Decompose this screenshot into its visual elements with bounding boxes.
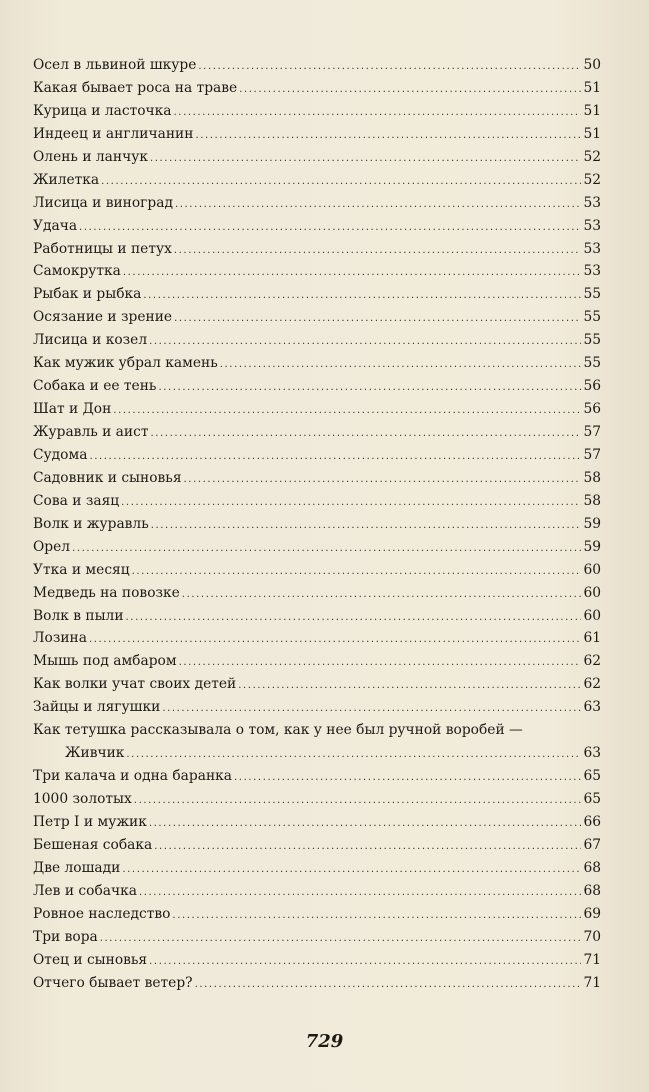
dot-leader — [123, 262, 582, 285]
toc-entry — [33, 398, 601, 421]
toc-entry — [33, 582, 601, 605]
toc-entry-page: 68 — [583, 882, 601, 899]
toc-entry — [33, 903, 601, 926]
toc-entry-title: Удача — [33, 217, 78, 234]
toc-entry-title: Сова и заяц — [33, 492, 120, 509]
toc-entry-page: 55 — [583, 309, 601, 326]
toc-entry-page: 51 — [583, 79, 601, 96]
toc-entry-title: Рыбак и рыбка — [33, 286, 142, 303]
toc-entry-page: 52 — [583, 171, 601, 188]
toc-entry — [33, 536, 601, 559]
toc-entry-page: 71 — [583, 974, 601, 991]
toc-entry-title: Лозина — [33, 630, 87, 647]
toc-entry-page: 53 — [583, 263, 601, 280]
toc-entry-title: Шат и Дон — [33, 401, 112, 418]
toc-entry — [33, 673, 601, 696]
dot-leader — [134, 790, 582, 813]
dot-leader — [154, 836, 581, 859]
toc-entry — [33, 490, 601, 513]
toc-entry-page: 55 — [583, 355, 601, 372]
toc-entry-title-line2-row — [33, 742, 601, 765]
toc-entry-page: 62 — [583, 653, 601, 670]
toc-entry — [33, 100, 601, 123]
toc-entry — [33, 857, 601, 880]
toc-entry-title: Петр I и мужик — [33, 813, 147, 830]
table-of-contents — [33, 54, 601, 994]
dot-leader — [89, 446, 581, 469]
toc-entry-title-line1: Как тетушка рассказывала о том, как у нее был ручной воробей — — [33, 722, 523, 739]
toc-entry-page: 57 — [583, 446, 601, 463]
toc-entry — [33, 306, 601, 329]
toc-entry-title: Осел в львиной шкуре — [33, 57, 197, 73]
toc-entry — [33, 123, 601, 146]
toc-entry-title: Медведь на повозке — [33, 584, 180, 601]
toc-entry — [33, 696, 601, 719]
dot-leader — [113, 400, 581, 423]
toc-entry-page: 60 — [583, 584, 601, 601]
toc-entry — [33, 605, 601, 628]
dot-leader — [174, 308, 581, 331]
toc-entry-page: 70 — [583, 928, 601, 945]
toc-entry-page: 56 — [583, 401, 601, 418]
dot-leader — [149, 813, 582, 836]
toc-entry — [33, 352, 601, 375]
dot-leader — [182, 584, 582, 607]
dot-leader — [122, 859, 581, 882]
toc-entry — [33, 215, 601, 238]
toc-entry-title: Курица и ласточка — [33, 102, 172, 119]
toc-entry-page: 50 — [583, 57, 601, 73]
toc-entry — [33, 811, 601, 834]
dot-leader — [139, 882, 581, 905]
dot-leader — [126, 607, 582, 630]
toc-entry-page: 62 — [583, 676, 601, 693]
dot-leader — [150, 423, 581, 446]
toc-entry-page: 51 — [583, 102, 601, 119]
dot-leader — [174, 102, 582, 125]
toc-entry-title: Работницы и петух — [33, 240, 172, 257]
toc-entry-page: 56 — [583, 378, 601, 395]
toc-entry-page: 60 — [583, 607, 601, 624]
toc-entry-title: Волк и журавль — [33, 515, 149, 532]
toc-entry-page: 67 — [583, 836, 601, 853]
toc-entry-title: Три вора — [33, 928, 98, 945]
toc-entry-title: Как мужик убрал камень — [33, 355, 218, 372]
dot-leader — [126, 744, 581, 767]
toc-entry — [33, 972, 601, 995]
toc-entry-page: 53 — [583, 194, 601, 211]
dot-leader — [158, 377, 581, 400]
toc-entry-page: 61 — [583, 630, 601, 647]
toc-entry-title: Осязание и зрение — [33, 309, 173, 326]
dot-leader — [195, 974, 582, 997]
toc-entry — [33, 765, 601, 788]
toc-entry-title: Жилетка — [33, 171, 100, 188]
dot-leader — [149, 951, 581, 974]
toc-entry-page: 63 — [583, 745, 601, 762]
toc-entry — [33, 834, 601, 857]
toc-entry — [33, 54, 601, 77]
toc-entry-page: 71 — [583, 951, 601, 968]
dot-leader — [151, 515, 582, 538]
toc-entry-title: Собака и ее тень — [33, 378, 157, 395]
dot-leader — [121, 492, 581, 515]
dot-leader — [149, 331, 581, 354]
dot-leader — [172, 905, 581, 928]
toc-entry — [33, 926, 601, 949]
toc-entry-page: 68 — [583, 859, 601, 876]
toc-entry-title: Орел — [33, 538, 71, 555]
page-number: 729 — [305, 1031, 344, 1052]
dot-leader — [184, 469, 582, 492]
toc-entry-page: 57 — [583, 424, 601, 440]
toc-entry-title: Олень и ланчук — [33, 148, 148, 165]
toc-entry — [33, 559, 601, 582]
dot-leader — [179, 652, 582, 675]
toc-entry-title: Садовник и сыновья — [33, 469, 182, 486]
toc-entry — [33, 238, 601, 261]
toc-entry-title: Самокрутка — [33, 263, 121, 280]
toc-entry-page: 63 — [583, 699, 601, 716]
dot-leader — [238, 675, 581, 698]
toc-entry — [33, 949, 601, 972]
toc-entry-title: Как волки учат своих детей — [33, 676, 237, 693]
toc-entry — [33, 283, 601, 306]
toc-entry-title: Лисица и виноград — [33, 194, 173, 211]
dot-leader — [89, 629, 581, 652]
toc-entry-page: 58 — [583, 492, 601, 509]
toc-entry-title: Ровное наследство — [33, 905, 171, 922]
toc-entry-title: Мышь под амбаром — [33, 653, 177, 670]
dot-leader — [79, 217, 581, 240]
toc-entry-title: Отчего бывает ветер? — [33, 974, 193, 991]
toc-entry-title: 1000 золотых — [33, 791, 132, 808]
dot-leader — [72, 538, 581, 561]
dot-leader — [132, 561, 582, 584]
toc-entry — [33, 788, 601, 811]
dot-leader — [143, 285, 581, 308]
toc-entry-page: 60 — [583, 561, 601, 578]
toc-entry-title: Отец и сыновья — [33, 951, 148, 968]
toc-entry-title: Какая бывает роса на траве — [33, 79, 238, 96]
toc-entry-title: Зайцы и лягушки — [33, 699, 161, 716]
toc-entry-page: 58 — [583, 469, 601, 486]
toc-entry-multiline — [33, 719, 601, 765]
toc-entry-page: 66 — [583, 813, 601, 830]
toc-entry-title: Волк в пыли — [33, 607, 124, 624]
dot-leader — [198, 56, 581, 79]
toc-entry-page: 65 — [583, 791, 601, 808]
toc-entry-page: 59 — [583, 515, 601, 532]
dot-leader — [239, 79, 581, 102]
toc-entry-page: 55 — [583, 332, 601, 349]
dot-leader — [150, 148, 581, 171]
toc-entry-title: Лев и собачка — [33, 882, 137, 899]
dot-leader — [234, 767, 581, 790]
toc-entry-page: 53 — [583, 240, 601, 257]
toc-entry — [33, 880, 601, 903]
toc-entry-title: Три калача и одна баранка — [33, 768, 233, 785]
dot-leader — [174, 240, 582, 263]
toc-entry-page: 51 — [583, 125, 601, 142]
toc-entry-title: Судома — [33, 446, 88, 463]
toc-entry — [33, 77, 601, 100]
dot-leader — [162, 698, 581, 721]
dot-leader — [195, 125, 581, 148]
toc-entry — [33, 444, 601, 467]
toc-entry-title: Журавль и аист — [33, 424, 149, 440]
toc-entry — [33, 421, 601, 444]
toc-entry-title: Две лошади — [33, 859, 121, 876]
toc-entry — [33, 650, 601, 673]
toc-entry-page: 69 — [583, 905, 601, 922]
toc-entry — [33, 375, 601, 398]
toc-entry — [33, 260, 601, 283]
dot-leader — [100, 928, 582, 951]
toc-entry — [33, 627, 601, 650]
toc-entry-title: Лисица и козел — [33, 332, 148, 349]
toc-entry-title: Индеец и англичанин — [33, 125, 194, 142]
toc-entry-title-line2: Живчик — [65, 745, 125, 762]
toc-entry — [33, 513, 601, 536]
toc-entry — [33, 329, 601, 352]
toc-entry — [33, 146, 601, 169]
toc-entry-page: 52 — [583, 148, 601, 165]
toc-entry-title: Бешеная собака — [33, 836, 153, 853]
toc-entry-page: 59 — [583, 538, 601, 555]
toc-entry — [33, 467, 601, 490]
dot-leader — [175, 194, 581, 217]
toc-entry-title: Утка и месяц — [33, 561, 130, 578]
dot-leader — [220, 354, 582, 377]
toc-entry-page: 55 — [583, 286, 601, 303]
toc-entry — [33, 192, 601, 215]
toc-entry-page: 65 — [583, 768, 601, 785]
dot-leader — [101, 171, 581, 194]
toc-entry-page: 53 — [583, 217, 601, 234]
toc-entry — [33, 169, 601, 192]
